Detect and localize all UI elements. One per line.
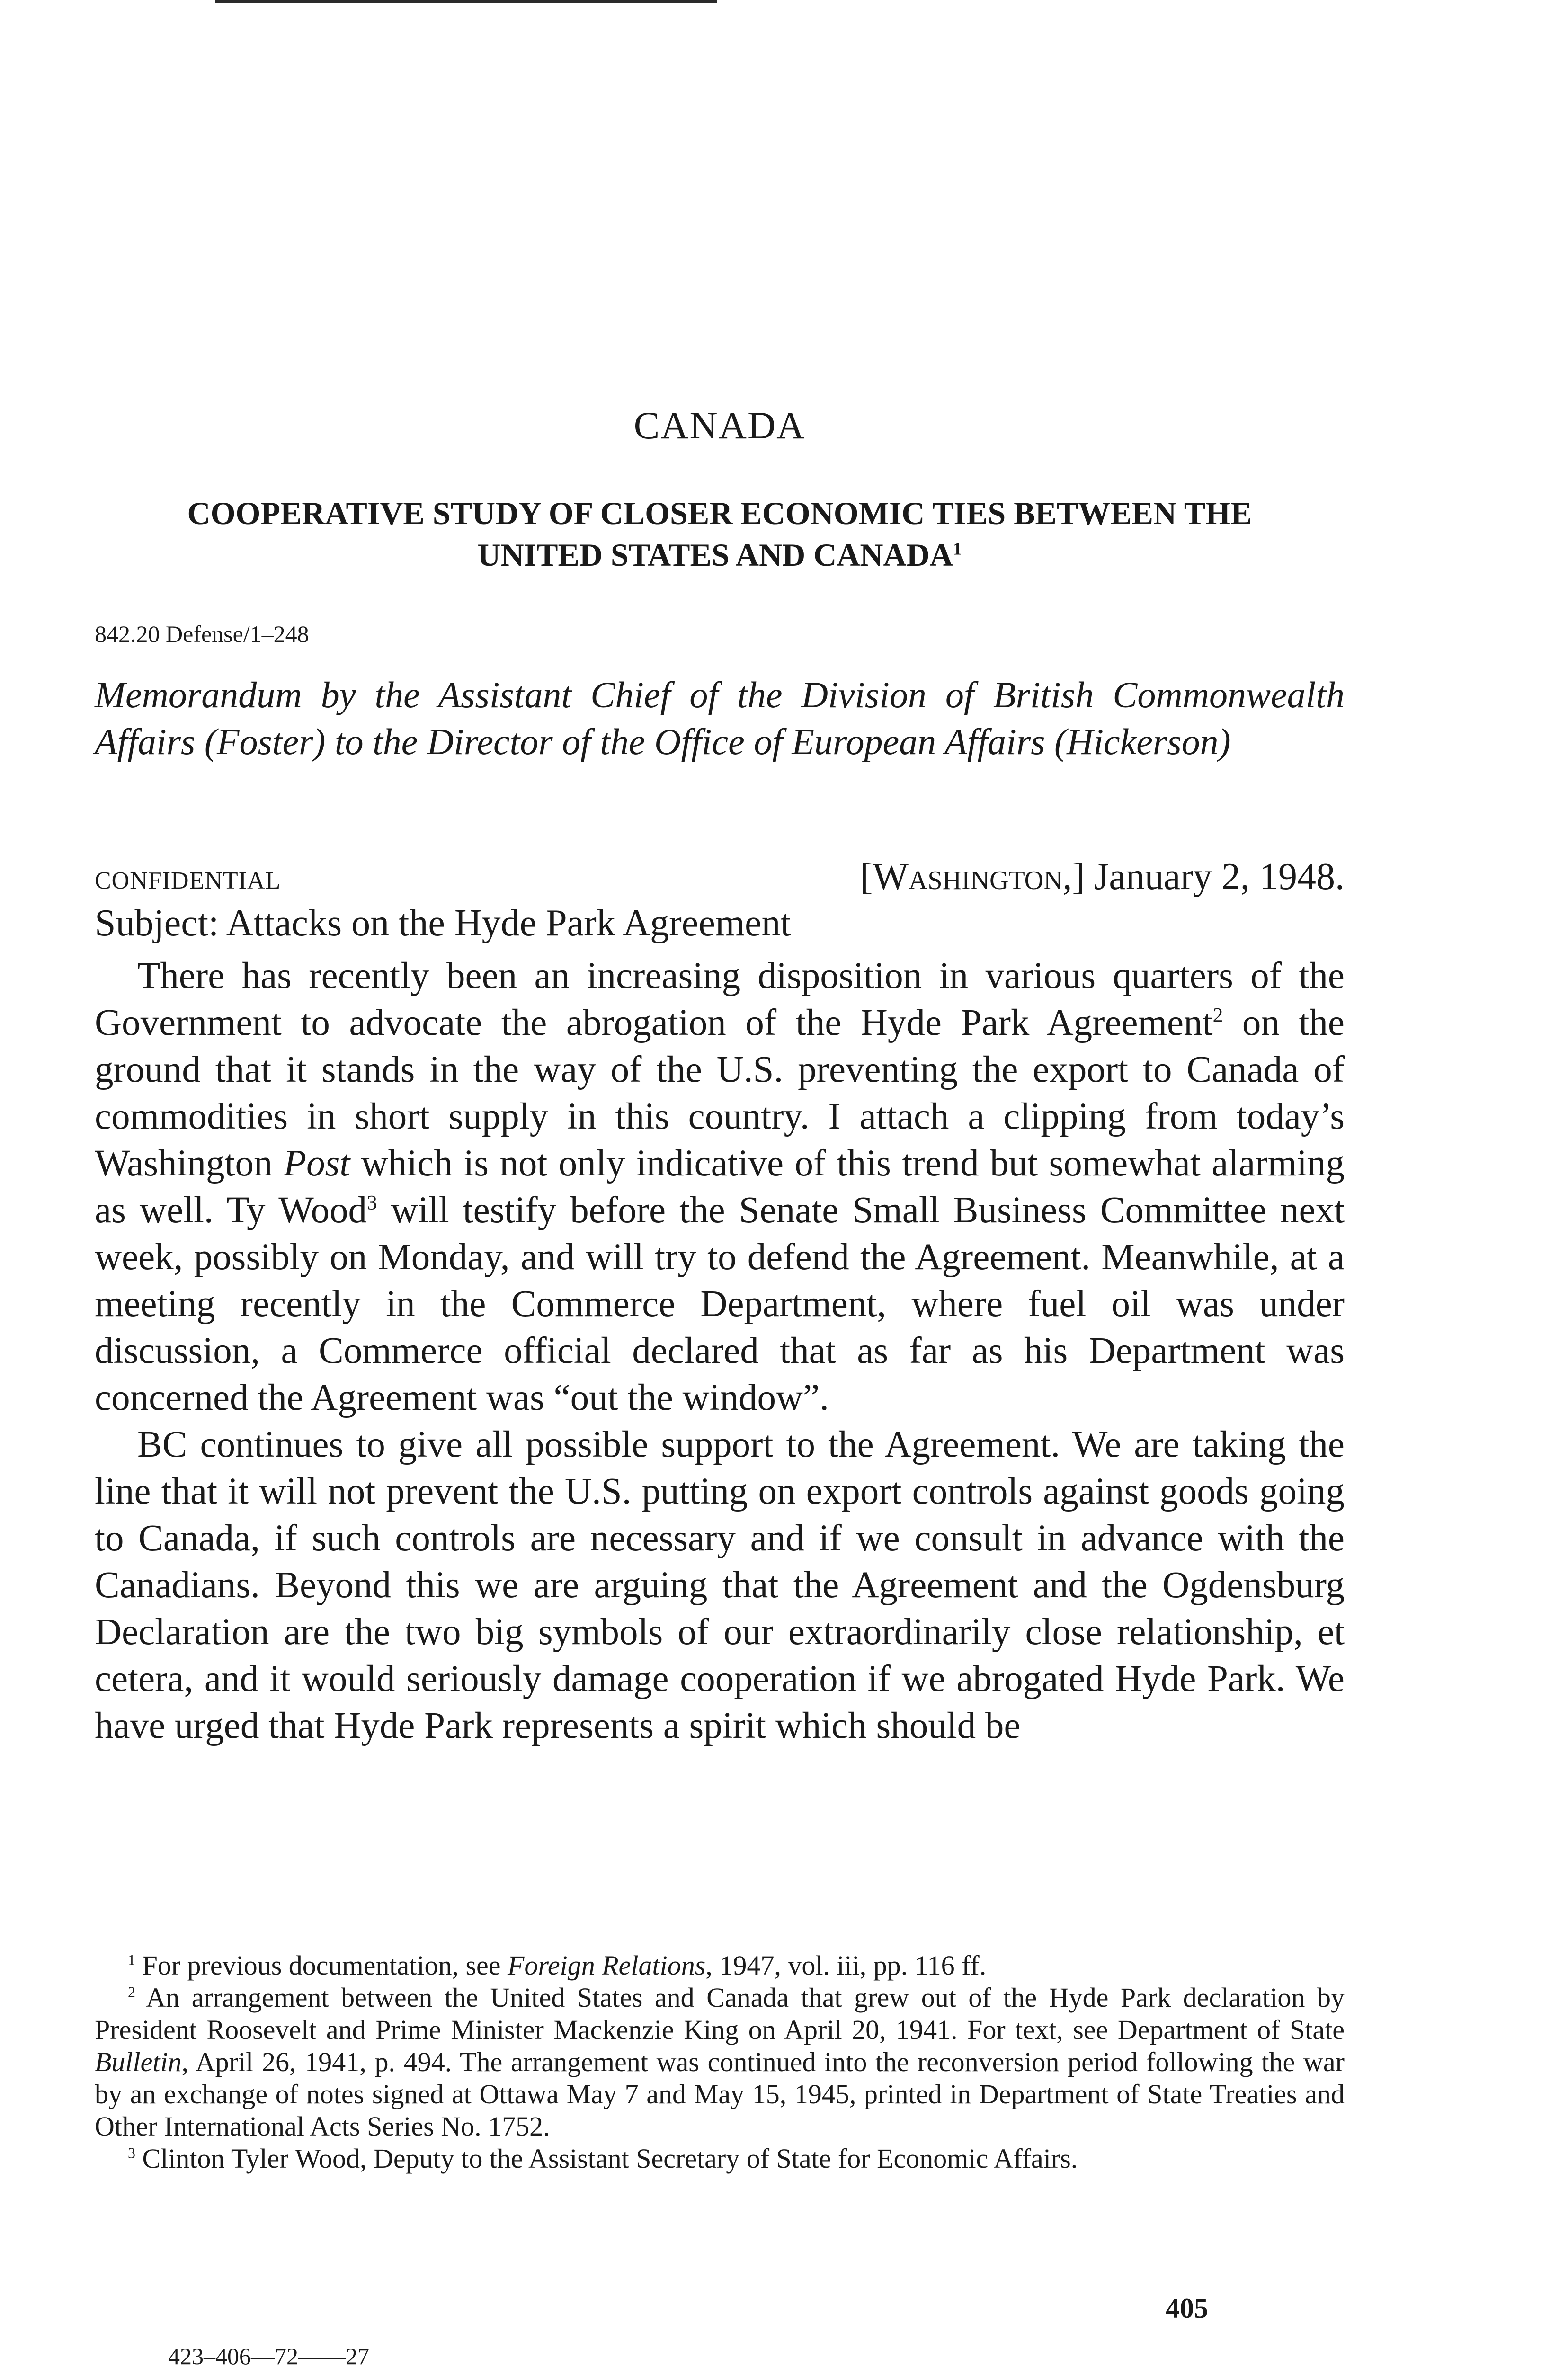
footnote-1-number: 1 [128,1951,135,1968]
memo-body [95,952,1345,1749]
footnote-2-number: 2 [128,1984,135,2001]
paragraph-1-text-d: will testify before the Senate Small Business Committee next week, possibly on Monday, and will try to defend the Agreement. Meanwhile, at a meeting recently in the Commerce Department, where fuel oil was under discussion, a Commerce official declared that as far as his Department was concerned the Agreement was “out the window”. [95,1190,1345,1418]
footnote-2-italic: Bulletin [95,2047,182,2077]
paragraph-1-text-c: which is not only indicative of this trend but somewhat alarming as well. Ty Wood [95,1143,1345,1231]
classification-label: CONFIDENTIAL [95,867,281,894]
paragraph-1-text-b: on the ground that it stands in the way of the U.S. preventing the export to Canada of commodities in short supply in this country. I attach a clipping from today’s Washington [95,1002,1345,1184]
footnote-1-italic: Foreign Relations [508,1950,706,1981]
footnote-ref-1: 1 [953,539,962,559]
dateline-place: [Washington,] [860,856,1085,898]
top-rule [215,0,717,3]
newspaper-title: Post [283,1143,350,1184]
body-paragraph-1 [95,952,1345,1421]
footnote-3-text: Clinton Tyler Wood, Deputy to the Assistant Secretary of State for Economic Affairs. [142,2143,1078,2174]
file-number: 842.20 Defense/1–248 [95,621,309,647]
footnote-ref-3: 3 [366,1191,377,1214]
footnote-3 [95,2143,1345,2175]
footnote-3-number: 3 [128,2145,135,2162]
section-title-line2 [95,534,1345,576]
body-paragraph-2: BC continues to give all possible support to the Agreement. We are taking the line that it will not prevent the U.S. putting on export controls against goods going to Canada, if such controls are necessary and if we consult in advance with the Canadians. Beyond this we are arguing that the Agreement and the Ogdensburg Declaration are the two big symbols of our extraordinarily close relationship, et cetera, and it would seriously damage cooperation if we abrogated Hyde Park. We have urged that Hyde Park represents a spirit which should be [95,1424,1345,1746]
footnote-ref-2: 2 [1212,1004,1223,1027]
footnotes [95,1949,1345,2175]
footnote-2-text-a: An arrangement between the United States and Canada that grew out of the Hyde Park declaration by President Roosevelt and Prime Minister Mackenzie King on April 20, 1941. For text, see Department of State [95,1982,1345,2045]
dateline-date: January 2, 1948. [1094,856,1345,898]
classification-dateline-row [95,851,1345,899]
page-number: 405 [1166,2293,1208,2324]
section-title [95,492,1345,576]
print-code: 423–406—72——27 [168,2343,369,2367]
document-heading: Memorandum by the Assistant Chief of the Division of British Commonwealth Affairs (Foster) to the Director of the Office of European Affairs (Hickerson) [95,674,1345,762]
section-title-line1: COOPERATIVE STUDY OF CLOSER ECONOMIC TIES BETWEEN THE [187,495,1252,531]
paragraph-1-text-a: There has recently been an increasing disposition in various quarters of the Government to advocate the abrogation of the Hyde Park Agreement [95,955,1345,1043]
footnote-2-text-c: , April 26, 1941, p. 494. The arrangement was continued into the reconversion period following the war by an exchange of notes signed at Ottawa May 7 and May 15, 1945, printed in Department of State Treaties and Other International Acts Series No. 1752. [95,2047,1345,2142]
footnote-1-text-c: , 1947, vol. iii, pp. 116 ff. [705,1950,987,1981]
dateline [860,855,1345,899]
footnote-1 [95,1949,1345,1982]
footnote-1-text-a: For previous documentation, see [142,1950,508,1981]
subject-line: Subject: Attacks on the Hyde Park Agreement [95,902,791,944]
section-title-line2-text: UNITED STATES AND CANADA [477,537,953,573]
footnote-2 [95,1982,1345,2143]
country-heading: CANADA [633,404,806,447]
